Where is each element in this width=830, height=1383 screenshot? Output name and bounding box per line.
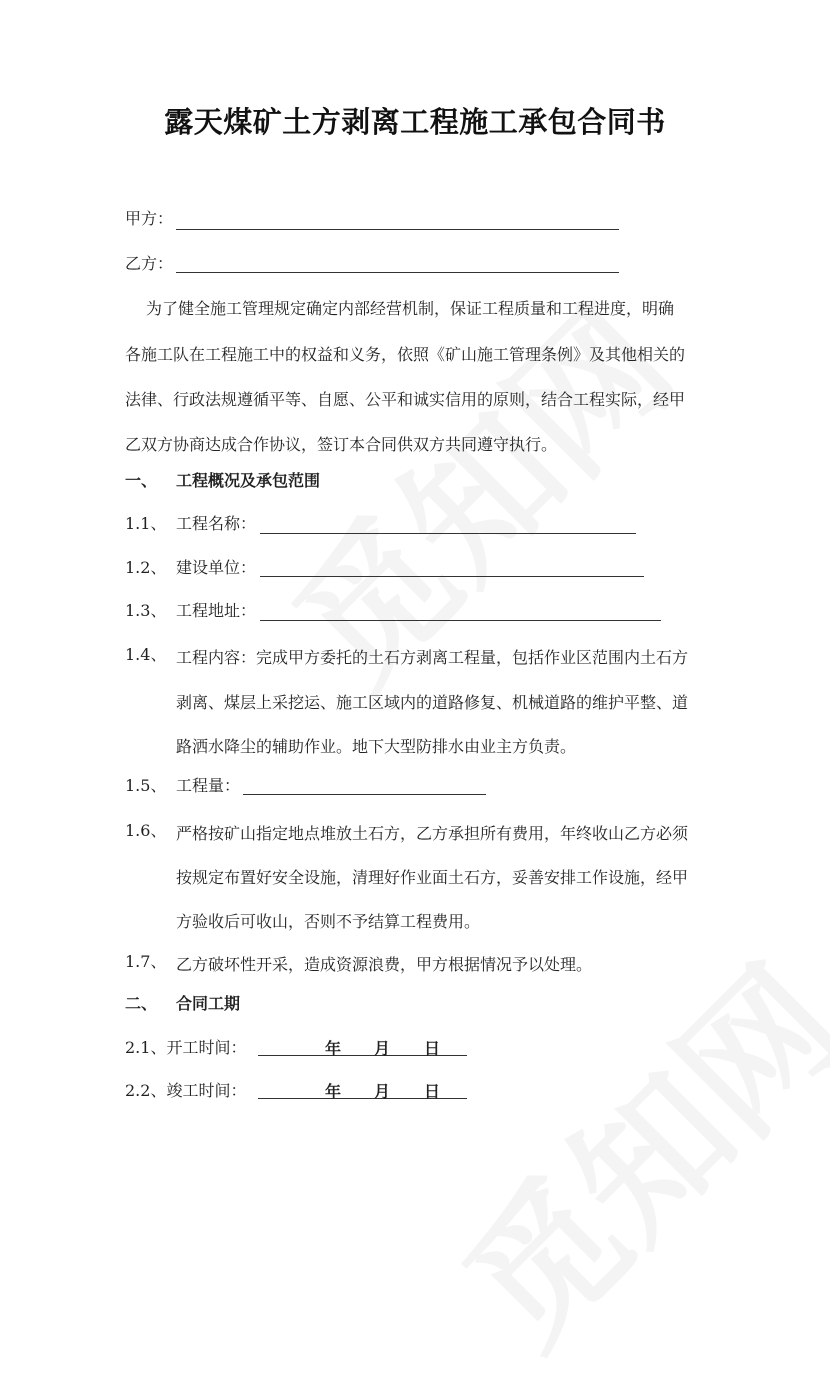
intro-line: 各施工队在工程施工中的权益和义务，依照《矿山施工管理条例》及其他相关的	[125, 345, 686, 364]
item-number: 1.6、	[125, 821, 167, 840]
day-label: 日	[424, 1039, 441, 1058]
project-name-label: 工程名称：	[176, 514, 257, 533]
project-content-line: 工程内容：完成甲方委托的土石方剥离工程量，包括作业区范围内土石方	[176, 648, 689, 667]
party-a-field[interactable]	[176, 229, 619, 230]
document-title: 露天煤矿土方剥离工程施工承包合同书	[164, 105, 666, 139]
clause-line: 按规定布置好安全设施，清理好作业面土石方，妥善安排工作设施，经甲	[176, 868, 689, 887]
item-number: 1.4、	[125, 645, 167, 664]
year-label: 年	[325, 1082, 342, 1101]
item-number: 1.1、	[125, 514, 167, 533]
project-address-label: 工程地址：	[176, 601, 257, 620]
intro-line: 法律、行政法规遵循平等、自愿、公平和诚实信用的原则，结合工程实际，经甲	[125, 390, 686, 409]
clause-line: 严格按矿山指定地点堆放土石方，乙方承担所有费用，年终收山乙方必须	[176, 824, 689, 843]
month-label: 月	[374, 1082, 391, 1101]
item-number: 1.5、	[125, 776, 167, 795]
section-1-number: 一、	[125, 471, 158, 490]
day-label: 日	[424, 1082, 441, 1101]
watermark	[410, 913, 830, 1383]
construction-unit-field[interactable]	[260, 576, 644, 577]
section-1-heading: 工程概况及承包范围	[176, 471, 321, 490]
quantity-label: 工程量：	[176, 776, 241, 795]
item-number: 1.2、	[125, 558, 167, 577]
intro-line: 乙双方协商达成合作协议，签订本合同供双方共同遵守执行。	[125, 435, 558, 454]
item-number: 1.3、	[125, 601, 167, 620]
project-address-field[interactable]	[260, 620, 661, 621]
party-a-label: 甲方：	[125, 209, 174, 228]
start-date-label: 2.1、开工时间：	[125, 1038, 247, 1057]
section-2-heading: 合同工期	[176, 994, 241, 1013]
completion-date-label: 2.2、竣工时间：	[125, 1081, 247, 1100]
party-b-label: 乙方：	[125, 254, 174, 273]
party-b-field[interactable]	[176, 272, 619, 273]
section-2-number: 二、	[125, 994, 158, 1013]
clause-line: 方验收后可收山，否则不予结算工程费用。	[176, 912, 481, 931]
intro-line: 为了健全施工管理规定确定内部经营机制，保证工程质量和工程进度，明确	[146, 299, 675, 318]
item-number: 1.7、	[125, 952, 167, 971]
project-content-line: 剥离、煤层上采挖运、施工区域内的道路修复、机械道路的维护平整、道	[176, 693, 689, 712]
year-label: 年	[325, 1039, 342, 1058]
construction-unit-label: 建设单位：	[176, 558, 257, 577]
project-name-field[interactable]	[260, 533, 636, 534]
month-label: 月	[374, 1039, 391, 1058]
project-content-line: 路洒水降尘的辅助作业。地下大型防排水由业主方负责。	[176, 737, 577, 756]
quantity-field[interactable]	[243, 794, 486, 795]
clause-line: 乙方破坏性开采，造成资源浪费，甲方根据情况予以处理。	[176, 955, 593, 974]
